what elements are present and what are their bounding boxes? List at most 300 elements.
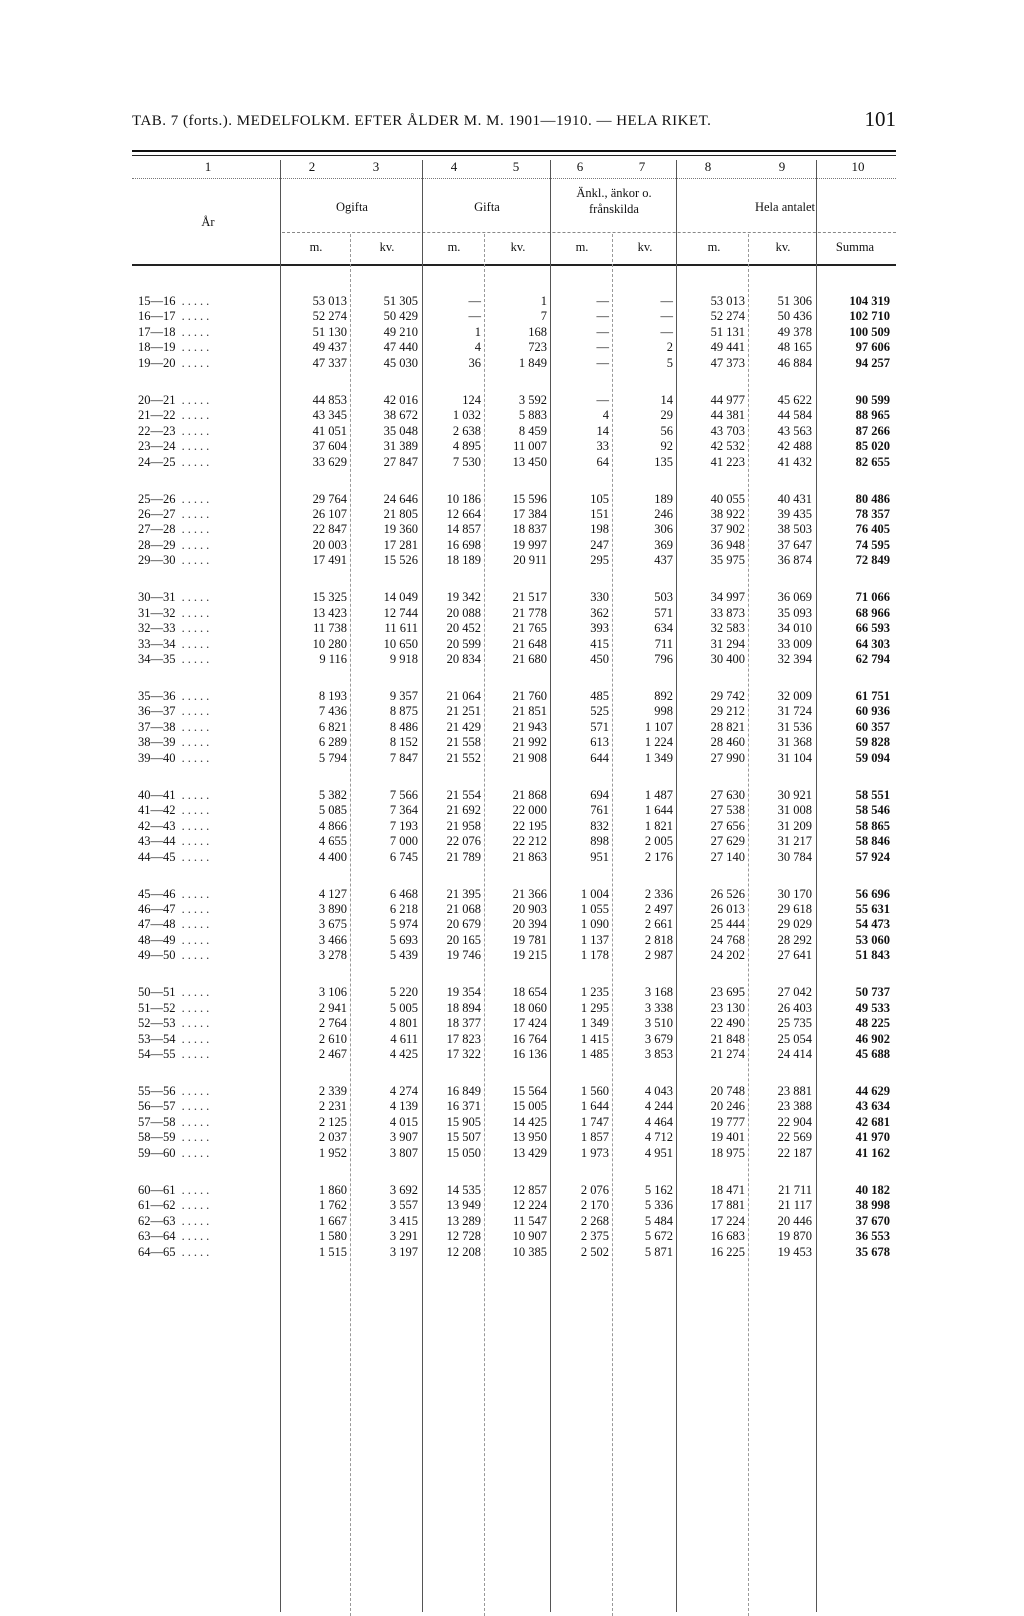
cell-col-3: 7 847 <box>389 750 418 765</box>
cell-col-8: 23 695 <box>710 985 745 1000</box>
cell-col-9: 46 884 <box>777 355 812 370</box>
cell-col-2: 51 130 <box>312 324 347 339</box>
cell-col-3: 24 646 <box>383 491 418 506</box>
row-age-label <box>138 985 278 1000</box>
cell-col-6: 64 <box>596 454 609 469</box>
leader-dots: ..... <box>175 1130 213 1145</box>
cell-col-4: 17 322 <box>446 1047 481 1062</box>
cell-col-6: 247 <box>590 537 609 552</box>
age-range: 20—21 <box>138 392 176 407</box>
year-column-header: År <box>201 215 215 229</box>
cell-col-9: 34 010 <box>777 621 812 636</box>
cell-col-7: 3 679 <box>644 1031 673 1046</box>
leader-dots: ..... <box>175 750 213 765</box>
cell-col-3: 45 030 <box>383 355 418 370</box>
cell-col-10: 76 405 <box>855 522 890 537</box>
cell-col-4: 20 599 <box>446 636 481 651</box>
cell-col-10: 46 902 <box>855 1031 890 1046</box>
age-range: 64—65 <box>138 1244 176 1259</box>
cell-col-10: 85 020 <box>855 439 890 454</box>
row-age-label <box>138 751 278 766</box>
colnum-6: 6 <box>576 159 584 174</box>
cell-col-4: 21 692 <box>446 803 481 818</box>
cell-col-3: 7 364 <box>389 803 418 818</box>
cell-col-8: 40 055 <box>710 491 745 506</box>
cell-col-7: 135 <box>654 454 673 469</box>
cell-col-10: 90 599 <box>855 392 890 407</box>
cell-col-7: 2 336 <box>644 886 673 901</box>
row-age-label <box>138 850 278 865</box>
leader-dots: ..... <box>175 506 213 521</box>
cell-col-4: 21 789 <box>446 849 481 864</box>
colnum-rule <box>132 178 896 179</box>
cell-col-2: 2 467 <box>318 1047 347 1062</box>
cell-col-8: 47 373 <box>710 355 745 370</box>
cell-col-4: 36 <box>468 355 481 370</box>
cell-col-4: 124 <box>462 392 481 407</box>
cell-col-10: 53 060 <box>855 932 890 947</box>
cell-col-10: 58 865 <box>855 818 890 833</box>
cell-col-6: 1 415 <box>580 1031 609 1046</box>
cell-col-4: 18 377 <box>446 1016 481 1031</box>
cell-col-10: 62 794 <box>855 652 890 667</box>
cell-col-10: 74 595 <box>855 537 890 552</box>
cell-col-9: 27 042 <box>777 985 812 1000</box>
cell-col-6: 1 644 <box>580 1099 609 1114</box>
cell-col-9: 22 904 <box>777 1114 812 1129</box>
total-group-header: Hela antalet <box>754 200 816 214</box>
row-age-label <box>138 1198 278 1213</box>
cell-col-3: 8 152 <box>389 735 418 750</box>
cell-col-6: — <box>596 294 609 308</box>
cell-col-5: 1 849 <box>518 355 547 370</box>
age-range: 34—35 <box>138 652 176 667</box>
cell-col-7: 998 <box>654 704 673 719</box>
cell-col-5: 10 907 <box>512 1229 547 1244</box>
subhead-summa: Summa <box>835 240 875 254</box>
colnum-5: 5 <box>512 159 520 174</box>
row-age-label <box>138 1084 278 1099</box>
cell-col-9: 37 647 <box>777 537 812 552</box>
cell-col-3: 15 526 <box>383 553 418 568</box>
row-age-label <box>138 538 278 553</box>
cell-col-7: 2 818 <box>644 932 673 947</box>
cell-col-9: 32 394 <box>777 652 812 667</box>
colnum-1: 1 <box>204 159 212 174</box>
cell-col-10: 72 849 <box>855 553 890 568</box>
age-range: 25—26 <box>138 491 176 506</box>
cell-col-9: 31 008 <box>777 803 812 818</box>
cell-col-8: 16 683 <box>710 1229 745 1244</box>
cell-col-6: 2 268 <box>580 1213 609 1228</box>
cell-col-2: 3 278 <box>318 948 347 963</box>
cell-col-5: 18 837 <box>512 522 547 537</box>
row-age-label <box>138 887 278 902</box>
cell-col-4: — <box>468 294 481 308</box>
subhead-gifta-m: m. <box>447 240 461 254</box>
cell-col-2: 4 127 <box>318 886 347 901</box>
cell-col-5: 15 596 <box>512 491 547 506</box>
cell-col-5: 18 060 <box>512 1000 547 1015</box>
cell-col-9: 19 870 <box>777 1229 812 1244</box>
cell-col-6: 1 090 <box>580 917 609 932</box>
leader-dots: ..... <box>175 719 213 734</box>
cell-col-3: 11 611 <box>384 621 418 636</box>
subhead-ogifta-kv: kv. <box>379 240 395 254</box>
row-age-label <box>138 819 278 834</box>
row-age-label <box>138 834 278 849</box>
age-range: 31—32 <box>138 605 176 620</box>
leader-dots: ..... <box>175 1114 213 1129</box>
cell-col-3: 5 974 <box>389 917 418 932</box>
age-range: 44—45 <box>138 849 176 864</box>
row-age-label <box>138 522 278 537</box>
cell-col-6: 1 485 <box>580 1047 609 1062</box>
row-age-label <box>138 917 278 932</box>
cell-col-2: 11 738 <box>313 621 347 636</box>
cell-col-5: 21 517 <box>512 590 547 605</box>
cell-col-10: 48 225 <box>855 1016 890 1031</box>
age-range: 46—47 <box>138 901 176 916</box>
cell-col-6: 295 <box>590 553 609 568</box>
cell-col-8: 29 742 <box>710 689 745 703</box>
cell-col-6: — <box>596 324 609 339</box>
cell-col-8: 34 997 <box>710 590 745 605</box>
cell-col-5: 22 212 <box>512 834 547 849</box>
cell-col-2: 1 762 <box>318 1198 347 1213</box>
row-age-label <box>138 1115 278 1130</box>
cell-col-8: 28 460 <box>710 735 745 750</box>
cell-col-4: 16 371 <box>446 1099 481 1114</box>
age-range: 33—34 <box>138 636 176 651</box>
cell-col-7: 711 <box>654 636 673 651</box>
age-range: 35—36 <box>138 689 176 703</box>
leader-dots: ..... <box>175 917 213 932</box>
cell-col-6: 198 <box>590 522 609 537</box>
cell-col-9: 24 414 <box>777 1047 812 1062</box>
colnum-9: 9 <box>778 159 786 174</box>
cell-col-8: 44 381 <box>710 408 745 423</box>
row-age-label <box>138 637 278 652</box>
cell-col-10: 78 357 <box>855 506 890 521</box>
row-age-label <box>138 652 278 667</box>
leader-dots: ..... <box>175 948 213 963</box>
cell-col-4: 7 530 <box>452 454 481 469</box>
cell-col-10: 43 634 <box>855 1099 890 1114</box>
cell-col-6: 1 857 <box>580 1130 609 1145</box>
age-range: 19—20 <box>138 355 176 370</box>
cell-col-2: 10 280 <box>312 636 347 651</box>
cell-col-6: 1 137 <box>580 932 609 947</box>
cell-col-6: — <box>596 392 609 407</box>
cell-col-9: 41 432 <box>777 454 812 469</box>
cell-col-5: 14 425 <box>512 1114 547 1129</box>
cell-col-5: 21 366 <box>512 886 547 901</box>
leader-dots: ..... <box>175 1244 213 1259</box>
cell-col-10: 66 593 <box>855 621 890 636</box>
cell-col-4: 15 905 <box>446 1114 481 1129</box>
row-age-label <box>138 424 278 439</box>
cell-col-10: 59 828 <box>855 735 890 750</box>
cell-col-8: 27 990 <box>710 750 745 765</box>
cell-col-5: 8 459 <box>518 423 547 438</box>
cell-col-5: 21 908 <box>512 750 547 765</box>
age-range: 56—57 <box>138 1099 176 1114</box>
cell-col-6: 571 <box>590 719 609 734</box>
cell-col-6: 105 <box>590 491 609 506</box>
cell-col-2: 29 764 <box>312 491 347 506</box>
cell-col-4: 20 088 <box>446 605 481 620</box>
cell-col-2: 15 325 <box>312 590 347 605</box>
cell-col-7: 5 <box>666 355 673 370</box>
cell-col-5: 21 851 <box>512 704 547 719</box>
cell-col-3: 5 693 <box>389 932 418 947</box>
cell-col-6: — <box>596 309 609 324</box>
row-age-label <box>138 1130 278 1145</box>
cell-col-8: 28 821 <box>710 719 745 734</box>
cell-col-8: 22 490 <box>710 1016 745 1031</box>
cell-col-10: 45 688 <box>855 1047 890 1062</box>
cell-col-2: 1 667 <box>318 1213 347 1228</box>
cell-col-8: 17 881 <box>710 1198 745 1213</box>
header-bottom-rule <box>132 264 896 266</box>
age-range: 52—53 <box>138 1016 176 1031</box>
cell-col-9: 23 388 <box>777 1099 812 1114</box>
cell-col-5: 21 648 <box>512 636 547 651</box>
cell-col-9: 31 209 <box>777 818 812 833</box>
cell-col-7: 369 <box>654 537 673 552</box>
cell-col-4: 15 050 <box>446 1145 481 1160</box>
cell-col-10: 42 681 <box>855 1114 890 1129</box>
cell-col-6: 1 349 <box>580 1016 609 1031</box>
cell-col-2: 8 193 <box>318 689 347 703</box>
cell-col-2: 1 580 <box>318 1229 347 1244</box>
cell-col-8: 17 224 <box>710 1213 745 1228</box>
leader-dots: ..... <box>175 324 213 339</box>
cell-col-7: 2 497 <box>644 901 673 916</box>
cell-col-7: 1 349 <box>644 750 673 765</box>
cell-col-6: 1 178 <box>580 948 609 963</box>
cell-col-8: 30 400 <box>710 652 745 667</box>
age-range: 24—25 <box>138 454 176 469</box>
cell-col-4: 14 857 <box>446 522 481 537</box>
leader-dots: ..... <box>175 886 213 901</box>
cell-col-6: 450 <box>590 652 609 667</box>
cell-col-4: 21 395 <box>446 886 481 901</box>
cell-col-2: 33 629 <box>312 454 347 469</box>
cell-col-6: 644 <box>590 750 609 765</box>
cell-col-6: 832 <box>590 818 609 833</box>
cell-col-8: 24 768 <box>710 932 745 947</box>
age-range: 37—38 <box>138 719 176 734</box>
cell-col-3: 49 210 <box>383 324 418 339</box>
cell-col-4: 2 638 <box>452 423 481 438</box>
cell-col-5: 15 005 <box>512 1099 547 1114</box>
cell-col-5: 22 000 <box>512 803 547 818</box>
cell-col-7: 892 <box>654 689 673 703</box>
vrule-9 <box>816 160 817 1612</box>
cell-col-2: 9 116 <box>319 652 347 667</box>
cell-col-5: 168 <box>528 324 547 339</box>
row-age-label <box>138 356 278 371</box>
cell-col-5: 19 215 <box>512 948 547 963</box>
page-number: 101 <box>864 107 896 131</box>
leader-dots: ..... <box>175 621 213 636</box>
cell-col-10: 50 737 <box>855 985 890 1000</box>
cell-col-9: 30 921 <box>777 787 812 802</box>
cell-col-5: 18 654 <box>512 985 547 1000</box>
cell-col-9: 29 029 <box>777 917 812 932</box>
top-rule-thick <box>132 150 896 152</box>
cell-col-8: 33 873 <box>710 605 745 620</box>
cell-col-2: 6 821 <box>318 719 347 734</box>
age-range: 48—49 <box>138 932 176 947</box>
cell-col-9: 31 104 <box>777 750 812 765</box>
subhead-hela-kv: kv. <box>775 240 791 254</box>
cell-col-4: 18 894 <box>446 1000 481 1015</box>
cell-col-10: 97 606 <box>855 340 890 355</box>
cell-col-5: 20 394 <box>512 917 547 932</box>
cell-col-5: 20 903 <box>512 901 547 916</box>
cell-col-6: 1 560 <box>580 1084 609 1098</box>
age-range: 21—22 <box>138 408 176 423</box>
cell-col-6: 2 375 <box>580 1229 609 1244</box>
leader-dots: ..... <box>175 689 213 703</box>
row-age-label <box>138 1245 278 1260</box>
cell-col-5: 12 224 <box>512 1198 547 1213</box>
age-range: 43—44 <box>138 834 176 849</box>
cell-col-10: 59 094 <box>855 750 890 765</box>
cell-col-10: 41 970 <box>855 1130 890 1145</box>
age-range: 28—29 <box>138 537 176 552</box>
cell-col-3: 5 220 <box>389 985 418 1000</box>
age-range: 51—52 <box>138 1000 176 1015</box>
cell-col-7: 246 <box>654 506 673 521</box>
cell-col-3: 27 847 <box>383 454 418 469</box>
row-age-label <box>138 948 278 963</box>
cell-col-8: 18 471 <box>710 1182 745 1197</box>
cell-col-3: 5 005 <box>389 1000 418 1015</box>
cell-col-5: 17 424 <box>512 1016 547 1031</box>
leader-dots: ..... <box>175 735 213 750</box>
cell-col-8: 26 013 <box>710 901 745 916</box>
cell-col-2: 20 003 <box>312 537 347 552</box>
cell-col-7: 796 <box>654 652 673 667</box>
age-range: 61—62 <box>138 1198 176 1213</box>
cell-col-6: 4 <box>602 408 609 423</box>
cell-col-9: 28 292 <box>777 932 812 947</box>
row-age-label <box>138 788 278 803</box>
cell-col-7: 3 510 <box>644 1016 673 1031</box>
cell-col-2: 2 125 <box>318 1114 347 1129</box>
cell-col-2: 5 794 <box>318 750 347 765</box>
age-range: 59—60 <box>138 1145 176 1160</box>
cell-col-3: 9 918 <box>389 652 418 667</box>
cell-col-5: 21 943 <box>512 719 547 734</box>
cell-col-10: 38 998 <box>855 1198 890 1213</box>
colnum-7: 7 <box>638 159 646 174</box>
cell-col-9: 27 641 <box>777 948 812 963</box>
cell-col-10: 35 678 <box>855 1244 890 1259</box>
cell-col-7: 5 871 <box>644 1244 673 1259</box>
cell-col-7: 4 951 <box>644 1145 673 1160</box>
cell-col-4: 1 <box>474 324 481 339</box>
cell-col-2: 2 610 <box>318 1031 347 1046</box>
row-age-label <box>138 439 278 454</box>
cell-col-5: 11 547 <box>513 1213 547 1228</box>
colnum-2: 2 <box>308 159 316 174</box>
cell-col-2: 52 274 <box>312 309 347 324</box>
row-age-label <box>138 393 278 408</box>
cell-col-6: 2 076 <box>580 1182 609 1197</box>
cell-col-4: — <box>468 309 481 324</box>
cell-col-10: 88 965 <box>855 408 890 423</box>
cell-col-8: 32 583 <box>710 621 745 636</box>
cell-col-2: 2 231 <box>318 1099 347 1114</box>
cell-col-9: 20 446 <box>777 1213 812 1228</box>
cell-col-4: 21 251 <box>446 704 481 719</box>
cell-col-2: 4 866 <box>318 818 347 833</box>
leader-dots: ..... <box>175 340 213 355</box>
cell-col-8: 18 975 <box>710 1145 745 1160</box>
age-range: 60—61 <box>138 1182 176 1197</box>
age-range: 22—23 <box>138 423 176 438</box>
cell-col-7: 4 043 <box>644 1084 673 1098</box>
cell-col-5: 21 863 <box>512 849 547 864</box>
leader-dots: ..... <box>175 818 213 833</box>
cell-col-9: 49 378 <box>777 324 812 339</box>
leader-dots: ..... <box>175 834 213 849</box>
row-age-label <box>138 408 278 423</box>
row-age-label <box>138 720 278 735</box>
cell-col-8: 27 630 <box>710 787 745 802</box>
cell-col-5: 21 992 <box>512 735 547 750</box>
cell-col-6: 33 <box>596 439 609 454</box>
cell-col-10: 56 696 <box>855 886 890 901</box>
cell-col-8: 36 948 <box>710 537 745 552</box>
cell-col-3: 17 281 <box>383 537 418 552</box>
cell-col-7: 1 224 <box>644 735 673 750</box>
age-range: 17—18 <box>138 324 176 339</box>
subhead-ankl-m: m. <box>575 240 589 254</box>
cell-col-3: 3 557 <box>389 1198 418 1213</box>
leader-dots: ..... <box>175 1016 213 1031</box>
cell-col-7: 5 162 <box>644 1182 673 1197</box>
leader-dots: ..... <box>175 704 213 719</box>
cell-col-8: 44 977 <box>710 392 745 407</box>
leader-dots: ..... <box>175 849 213 864</box>
cell-col-3: 3 197 <box>389 1244 418 1259</box>
cell-col-7: 189 <box>654 491 673 506</box>
row-age-label <box>138 325 278 340</box>
cell-col-9: 35 093 <box>777 605 812 620</box>
cell-col-3: 50 429 <box>383 309 418 324</box>
row-age-label <box>138 455 278 470</box>
age-range: 53—54 <box>138 1031 176 1046</box>
cell-col-2: 7 436 <box>318 704 347 719</box>
colnum-4: 4 <box>450 159 458 174</box>
cell-col-5: 13 450 <box>512 454 547 469</box>
cell-col-4: 14 535 <box>446 1182 481 1197</box>
cell-col-7: 92 <box>660 439 673 454</box>
cell-col-7: 4 244 <box>644 1099 673 1114</box>
age-range: 18—19 <box>138 340 176 355</box>
cell-col-9: 25 735 <box>777 1016 812 1031</box>
cell-col-10: 60 936 <box>855 704 890 719</box>
cell-col-3: 5 439 <box>389 948 418 963</box>
subhead-hela-m: m. <box>707 240 721 254</box>
cell-col-3: 4 801 <box>389 1016 418 1031</box>
